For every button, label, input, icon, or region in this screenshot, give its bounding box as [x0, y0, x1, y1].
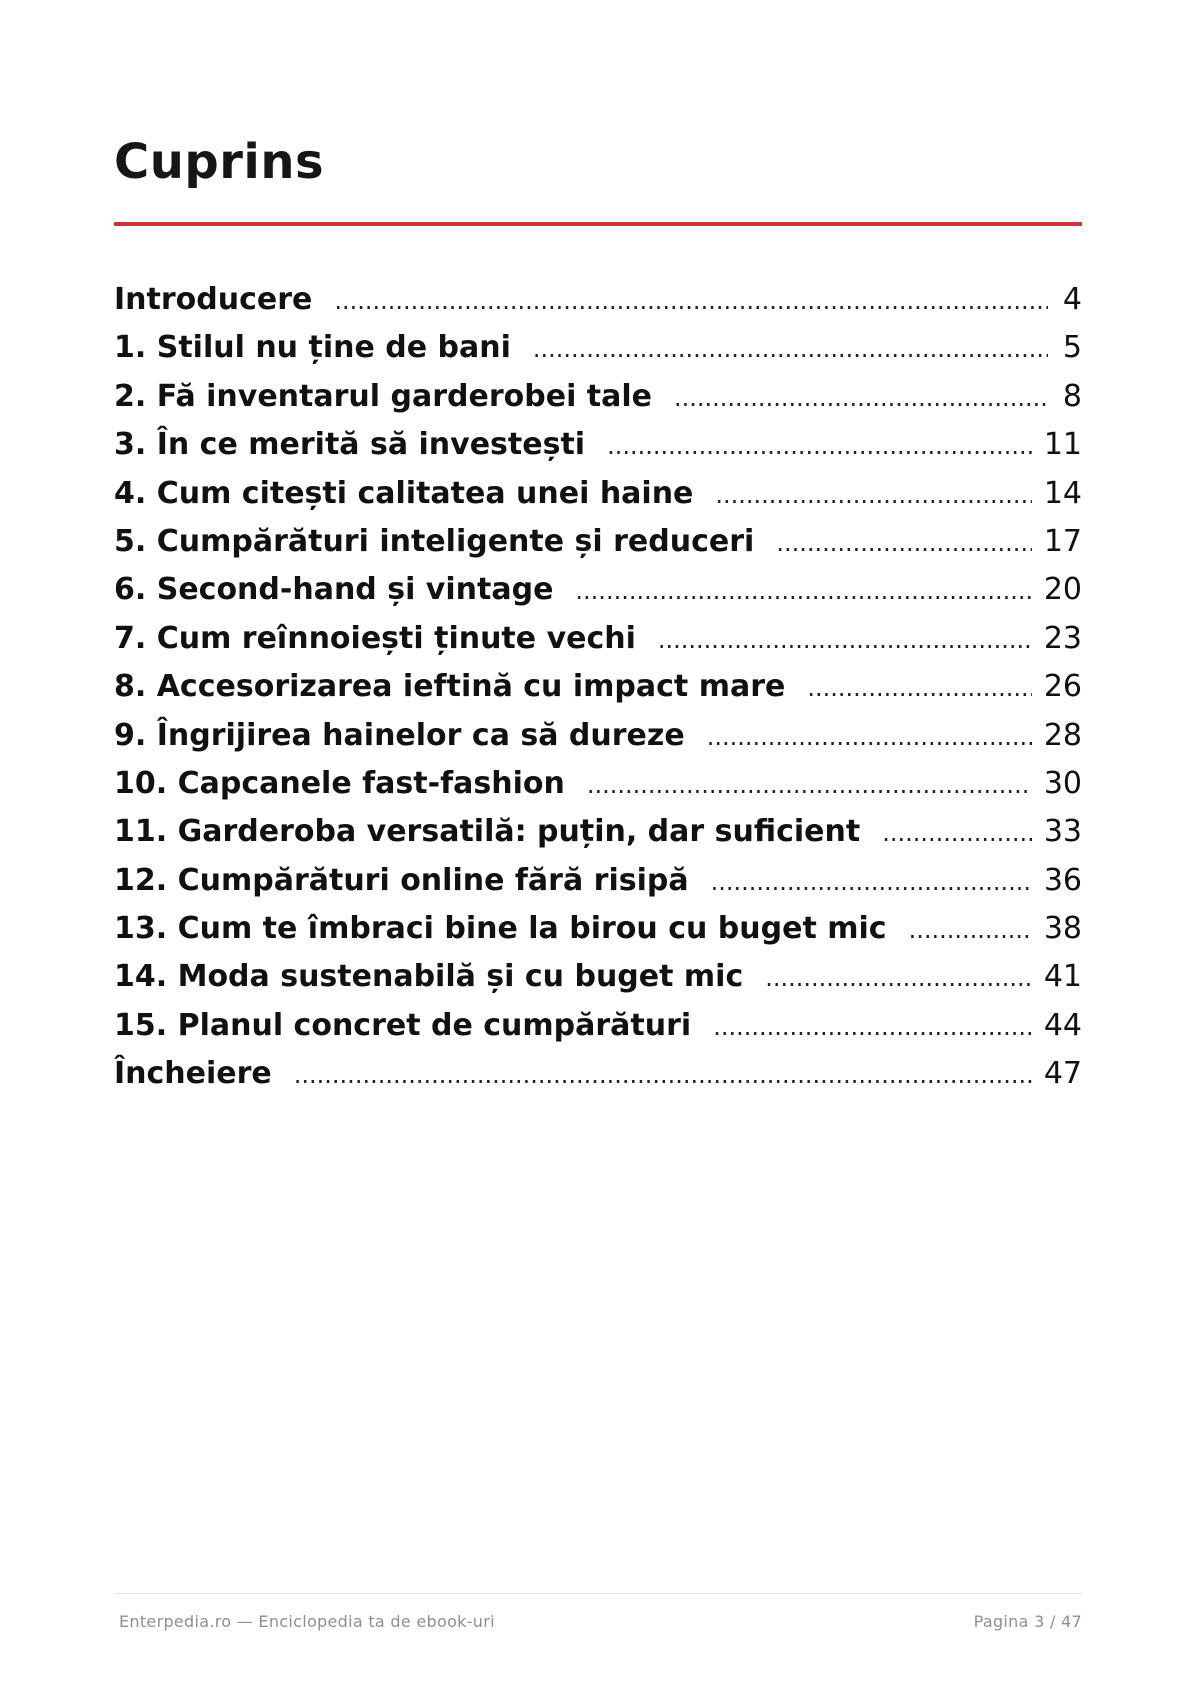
toc-entry[interactable] [114, 566, 1082, 614]
toc-entry[interactable] [114, 712, 1082, 760]
toc-entry[interactable] [114, 324, 1082, 372]
dot-leader [713, 1003, 1032, 1051]
toc-entry-page: 44 [1043, 1007, 1082, 1043]
dot-leader [882, 809, 1032, 857]
toc-entry[interactable] [114, 373, 1082, 421]
toc-entry-page: 41 [1043, 959, 1082, 995]
toc-entry-label: 6. Second-hand și vintage [114, 572, 554, 608]
title-divider [114, 222, 1082, 226]
dot-leader [776, 519, 1032, 567]
toc-entry[interactable] [114, 518, 1082, 566]
toc-entry-label: 4. Cum citești calitatea unei haine [114, 475, 694, 511]
toc-entry-page: 11 [1043, 427, 1082, 463]
toc-entry-label: Introducere [114, 282, 313, 317]
toc-entry[interactable] [114, 857, 1082, 905]
toc-entry[interactable] [114, 953, 1082, 1001]
toc-entry-page: 38 [1043, 911, 1082, 947]
toc-entry[interactable] [114, 421, 1082, 469]
toc-entry[interactable] [114, 1002, 1082, 1050]
toc-entry-page: 30 [1043, 765, 1082, 801]
toc-entry[interactable] [114, 905, 1082, 953]
toc-entry-label: 2. Fă inventarul garderobei tale [114, 378, 653, 414]
toc-entry[interactable] [114, 470, 1082, 518]
toc-entry[interactable] [114, 760, 1082, 808]
toc-entry-page: 4 [1062, 282, 1082, 317]
toc-entry-page: 47 [1043, 1056, 1082, 1092]
table-of-contents [114, 276, 1082, 1099]
toc-entry-page: 36 [1043, 862, 1082, 898]
dot-leader [575, 567, 1031, 615]
toc-entry-page: 8 [1062, 378, 1082, 414]
dot-leader [715, 471, 1031, 519]
toc-entry-label: 7. Cum reînnoiești ținute vechi [114, 620, 636, 656]
toc-entry-page: 20 [1043, 572, 1082, 608]
dot-leader [294, 1051, 1032, 1099]
dot-leader [607, 422, 1032, 470]
dot-leader [909, 906, 1032, 954]
toc-entry-page: 33 [1043, 814, 1082, 850]
footer-page-number: Pagina 3 / 47 [973, 1612, 1082, 1631]
toc-entry-label: 11. Garderoba versatilă: puțin, dar suficient [114, 814, 861, 850]
toc-entry-label: 8. Accesorizarea ieftină cu impact mare [114, 669, 786, 705]
dot-leader [765, 954, 1032, 1002]
toc-entry-page: 14 [1043, 475, 1082, 511]
toc-entry-label: 15. Planul concret de cumpărături [114, 1007, 692, 1043]
toc-entry-page: 26 [1043, 669, 1082, 705]
dot-leader [674, 374, 1048, 422]
dot-leader [334, 277, 1048, 325]
toc-entry-label: 13. Cum te îmbraci bine la birou cu buget mic [114, 911, 887, 947]
toc-entry[interactable] [114, 615, 1082, 663]
page-title: Cuprins [114, 134, 325, 190]
footer-site-credit: Enterpedia.ro — Enciclopedia ta de ebook-uri [119, 1612, 495, 1631]
toc-entry-label: 12. Cumpărături online fără risipă [114, 862, 689, 898]
toc-entry-page: 28 [1043, 717, 1082, 753]
toc-entry-page: 5 [1062, 330, 1082, 366]
toc-entry-label: Încheiere [114, 1056, 272, 1092]
toc-entry-label: 14. Moda sustenabilă și cu buget mic [114, 959, 744, 995]
footer-divider [114, 1593, 1082, 1594]
toc-entry-label: 9. Îngrijirea hainelor ca să dureze [114, 717, 685, 753]
dot-leader [533, 325, 1048, 373]
dot-leader [711, 858, 1032, 906]
toc-entry[interactable] [114, 663, 1082, 711]
toc-entry[interactable] [114, 808, 1082, 856]
toc-entry-label: 1. Stilul nu ține de bani [114, 330, 511, 366]
dot-leader [658, 616, 1032, 664]
toc-entry-label: 5. Cumpărături inteligente și reduceri [114, 523, 755, 559]
toc-entry-label: 3. În ce merită să investești [114, 427, 586, 463]
toc-entry[interactable] [114, 1050, 1082, 1098]
toc-entry-label: 10. Capcanele fast-fashion [114, 765, 565, 801]
toc-entry[interactable] [114, 276, 1082, 324]
toc-entry-page: 17 [1043, 523, 1082, 559]
toc-entry-page: 23 [1043, 620, 1082, 656]
dot-leader [807, 664, 1031, 712]
dot-leader [707, 713, 1032, 761]
dot-leader [587, 761, 1032, 809]
